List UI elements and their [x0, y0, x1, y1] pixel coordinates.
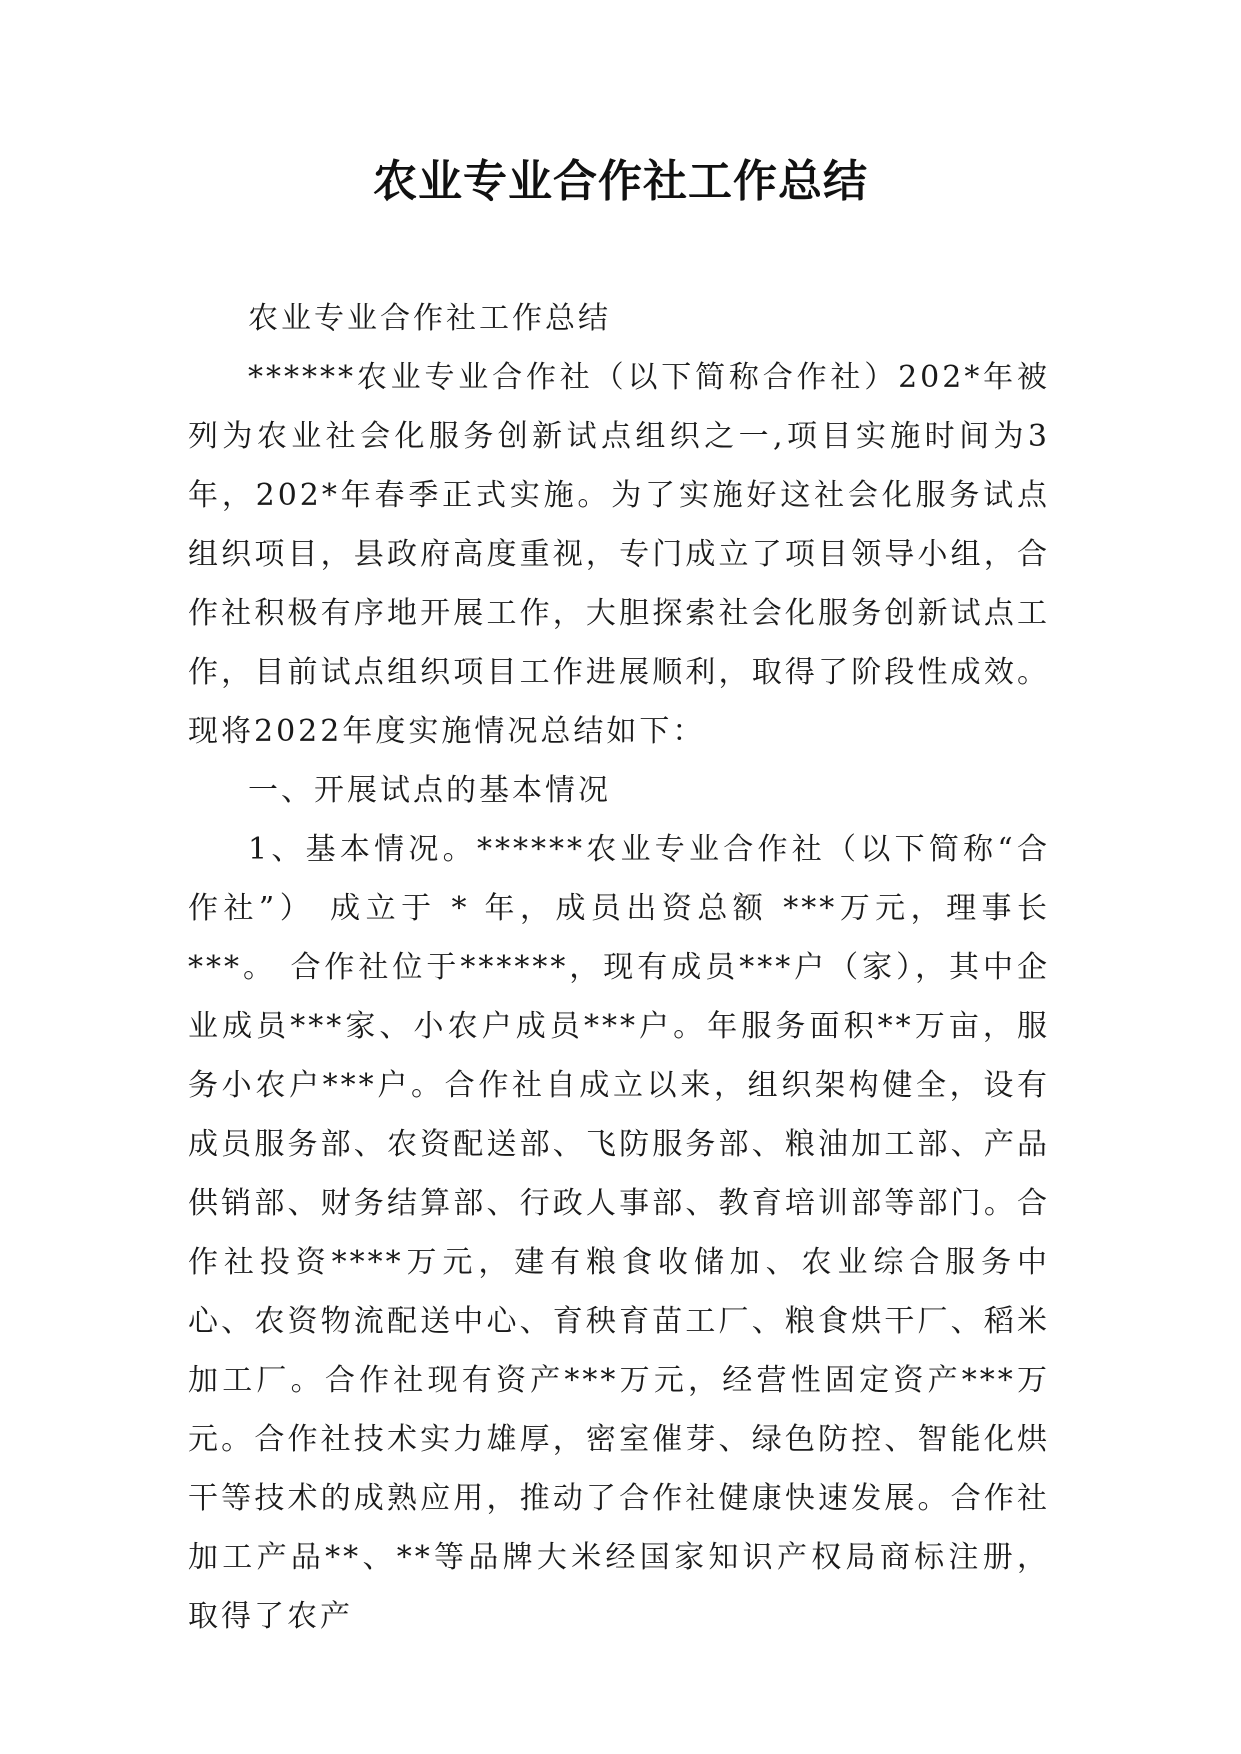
document-body: [188, 289, 1050, 1646]
body-paragraph-basic-info: 1、基本情况。******农业专业合作社（以下简称“合作社”） 成立于 * 年，成员出资总额 ***万元，理事长***。 合作社位于******，现有成员***户（家），其中企业成员***家、小农户成员***户。年服务面积**万亩，服务小农户***户。合作社自成立以来，组织架构健全，设有成员服务部、农资配送部、飞防服务部、粮油加工部、产品供销部、财务结算部、行政人事部、教育培训部等部门。合作社投资****万元，建有粮食收储加、农业综合服务中心、农资物流配送中心、育秧育苗工厂、粮食烘干厂、稻米加工厂。合作社现有资产***万元，经营性固定资产***万元。合作社技术实力雄厚，密室催芽、绿色防控、智能化烘干等技术的成熟应用，推动了合作社健康快速发展。合作社加工产品**、**等品牌大米经国家知识产权局商标注册，取得了农产: [188, 832, 1050, 1634]
section-heading: 一、开展试点的基本情况: [248, 773, 611, 808]
body-paragraph-heading: 农业专业合作社工作总结: [248, 301, 611, 336]
body-paragraph-intro: ******农业专业合作社（以下简称合作社）202*年被列为农业社会化服务创新试点组织之一,项目实施时间为3年，202*年春季正式实施。为了实施好这社会化服务试点组织项目，县政府高度重视，专门成立了项目领导小组，合作社积极有序地开展工作，大胆探索社会化服务创新试点工作，目前试点组织项目工作进展顺利，取得了阶段性成效。现将2022年度实施情况总结如下：: [188, 360, 1050, 749]
document-title: 农业专业合作社工作总结: [373, 156, 868, 207]
